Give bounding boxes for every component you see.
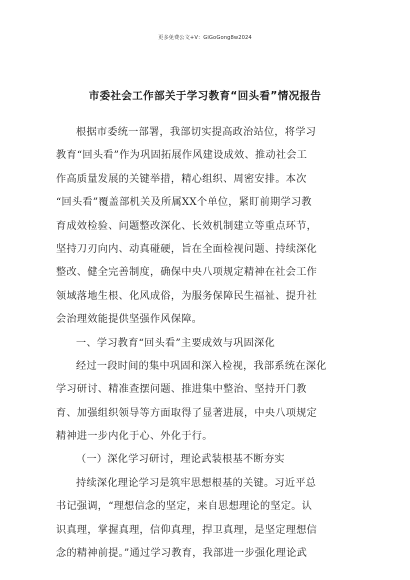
paragraph-line: 学习研讨、精准查摆问题、推进集中整治、坚持开门教 bbox=[56, 384, 307, 396]
paragraph-line: 书记强调，“理想信念的坚定，来自思想理论的坚定。认 bbox=[56, 501, 313, 513]
paragraph-line: 持续深化理论学习是筑牢思想根基的关键。习近平总 bbox=[76, 477, 317, 489]
header-note: 更多免费公文+V：GiGoGong8w2024 bbox=[158, 35, 252, 41]
paragraph-line: 念的精神前提。”通过学习教育，我部进一步强化理论武 bbox=[56, 548, 308, 560]
paragraph-line: 教育“回头看”作为巩固拓展作风建设成效、推动社会工 bbox=[56, 150, 308, 162]
paragraph-line: 识真理，掌握真理，信仰真理，捍卫真理，是坚定理想信 bbox=[56, 524, 318, 536]
paragraph-line: 坚持刀刃向内、动真碰硬，旨在全面检视问题、持续深化 bbox=[56, 243, 318, 255]
paragraph-line: 育成效检验、问题整改深化、长效机制建立等重点环节， bbox=[56, 220, 318, 232]
paragraph-line: “回头看”覆盖部机关及所属XX个单位，紧盯前期学习教 bbox=[56, 197, 312, 209]
paragraph-line: 领域落地生根、化风成俗，为服务保障民生福祉、提升社 bbox=[56, 290, 318, 302]
paragraph-line: 精神进一步内化于心、外化于行。 bbox=[56, 431, 213, 443]
section-heading: 一、学习教育“回头看”主要成效与巩固深化 bbox=[76, 337, 276, 349]
document-body bbox=[56, 121, 352, 565]
document-title: 市委社会工作部关于学习教育“回头看”情况报告 bbox=[88, 90, 322, 102]
paragraph-line: 经过一段时间的集中巩固和深入检视，我部系统在深化 bbox=[76, 360, 327, 372]
paragraph-line: 根据市委统一部署，我部切实提高政治站位，将学习 bbox=[76, 127, 317, 138]
paragraph-line: 育、加强组织领导等方面取得了显著进展，中央八项规定 bbox=[56, 407, 318, 419]
paragraph-line: 会治理效能提供坚强作风保障。 bbox=[56, 314, 203, 326]
paragraph-line: 整改、健全完善制度，确保中央八项规定精神在社会工作 bbox=[56, 267, 318, 279]
paragraph-line: 作高质量发展的关键举措，精心组织、周密安排。本次 bbox=[56, 173, 307, 185]
subsection-heading: （一）深化学习研讨，理论武装根基不断夯实 bbox=[76, 454, 285, 466]
